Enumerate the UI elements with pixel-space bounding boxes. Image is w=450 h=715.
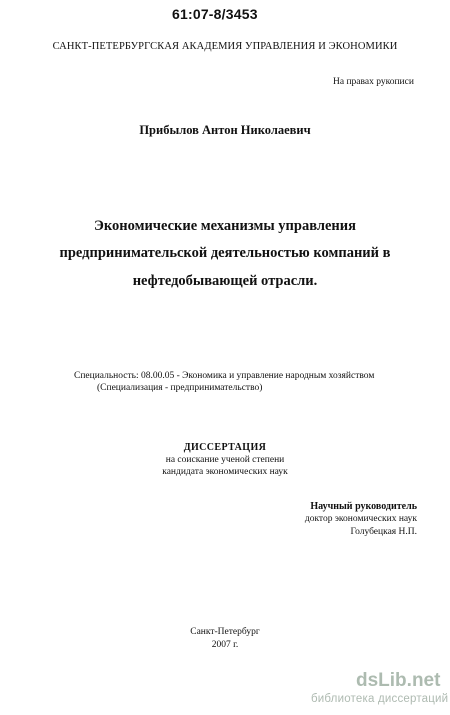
author-name: Прибылов Антон Николаевич — [139, 123, 311, 137]
advisor-label: Научный руководитель — [310, 501, 417, 512]
degree-line-2: кандидата экономических наук — [162, 467, 288, 477]
watermark-logo: dsLib.net — [356, 670, 441, 691]
rights-notice: На правах рукописи — [333, 77, 414, 87]
watermark-caption: библиотека диссертаций — [311, 693, 449, 705]
advisor-degree: доктор экономических наук — [304, 514, 417, 524]
title-line-2: предпринимательской деятельностью компаний в — [59, 245, 391, 261]
dissertation-heading: ДИССЕРТАЦИЯ — [183, 442, 267, 453]
city: Санкт-Петербург — [190, 627, 260, 637]
catalog-number: 61:07-8/3453 — [172, 6, 258, 22]
title-line-1: Экономические механизмы управления — [94, 218, 356, 234]
specialization-line: (Специализация - предпринимательство) — [97, 383, 263, 393]
specialty-line: Специальность: 08.00.05 - Экономика и управление народным хозяйством — [74, 371, 375, 381]
advisor-name: Голубецкая Н.П. — [350, 527, 417, 537]
year: 2007 г. — [211, 640, 239, 650]
title-line-3: нефтедобывающей отрасли. — [132, 273, 318, 289]
academy-name: САНКТ-ПЕТЕРБУРГСКАЯ АКАДЕМИЯ УПРАВЛЕНИЯ И ЭКОНОМИКИ — [52, 41, 398, 52]
degree-line-1: на соискание ученой степени — [165, 455, 285, 465]
